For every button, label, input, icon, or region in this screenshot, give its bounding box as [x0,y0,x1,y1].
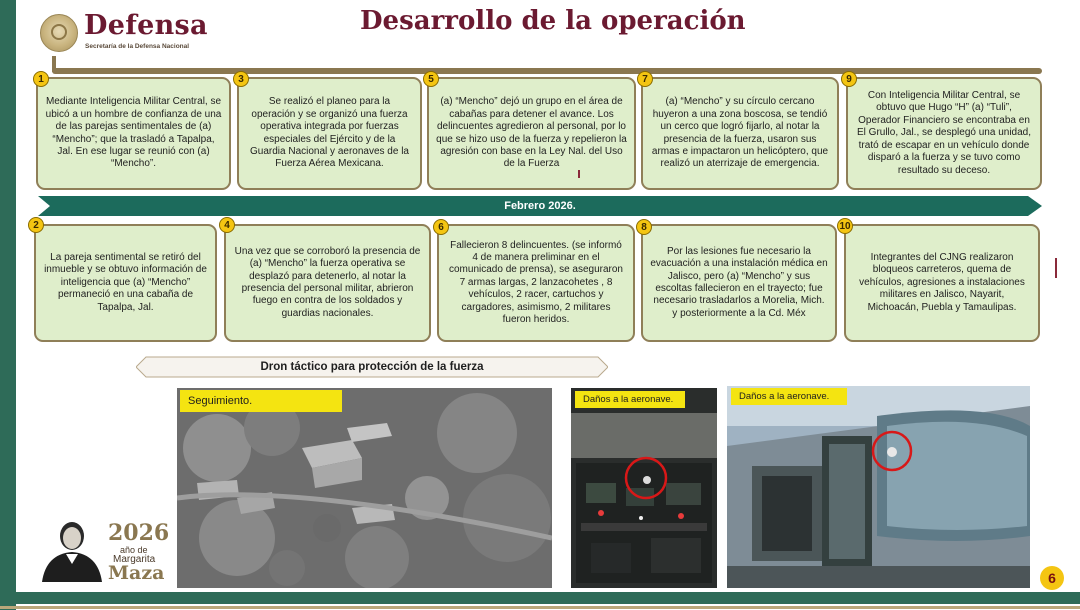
event-text: Por las lesiones fue necesario la evacuación a una instalación médica en Jalisco, pero (a) “Mencho” y sus escoltas fallecieron en el trayecto; fue necesario trasladarlos a Morelia, Mich. y posteriormente a la Cd. Méx [650,245,828,319]
event-text: Con Inteligencia Militar Central, se obtuvo que Hugo “H” (a) “Tuli”, Operador Financiero se encontraba en El Grullo, Jal., se desplegó una unidad, trató de escapar en un vehículo donde disparó a la fuerza y se tuvo como resultado su deceso. [857,90,1031,176]
timeline-label: Febrero 2026. [504,200,576,212]
event-number-badge: 5 [423,71,439,87]
event-number-badge: 1 [33,71,49,87]
event-number-badge: 2 [28,217,44,233]
event-card-7 [641,77,839,190]
national-seal-icon [40,14,78,52]
event-text: Una vez que se corroboró la presencia de (a) “Mencho” la fuerza operativa se desplazó para detenerlo, al notar la presencia del personal militar, abrieron fuego en contra de los soldados y guardias nacionales. [234,245,421,319]
windshield-damage-photo [727,386,1030,588]
event-card-10 [844,224,1040,342]
event-card-2 [34,224,217,342]
drone-section-title: Dron táctico para protección de la fuerza [260,361,484,373]
brand-subtitle: Secretaría de la Defensa Nacional [85,43,190,50]
event-number-badge: 4 [219,217,235,233]
event-card-1 [36,77,231,190]
event-text: Mediante Inteligencia Militar Central, se ubicó a un hombre de confianza de una de las parejas sentimentales de (a) “Mencho”; que la trasladó a Tapalpa, Jal. En ese lugar se reunió con (a) “Mencho”. [45,96,222,170]
event-card-6 [437,224,635,342]
page-title: Desarrollo de la operación [360,6,746,36]
page-number: 6 [1040,566,1064,590]
anniversary-ano-de: año de [120,545,148,555]
event-number-badge: 6 [433,219,449,235]
event-text: La pareja sentimental se retiró del inmueble y se obtuvo información de inteligencia que (a) “Mencho” permaneció en una cabaña de Tapalpa, Jal. [44,251,207,313]
event-text: Fallecieron 8 delincuentes. (se informó 4 de manera preliminar en el comunicado de prensa), se aseguraron 7 armas largas, 2 lanzacohetes , 8 vehículos, 2 racer, cartuchos y cargadores, asimismo, 2 militares fueron heridos. [449,239,623,326]
photo-tag: Daños a la aeronave. [575,391,685,408]
helicopter-image [727,386,1030,588]
brand-name: Defensa [84,10,208,41]
aerial-scene-image [177,388,552,588]
anniversary-year: 2026 [108,520,170,546]
photo-tag: Seguimiento. [180,390,342,412]
bottom-accent-bar [0,592,1080,604]
event-card-3 [237,77,422,190]
event-number-badge: 7 [637,71,653,87]
drone-section-ribbon [136,355,608,379]
event-number-badge: 10 [837,218,853,234]
event-text: Integrantes del CJNG realizaron bloqueos carreteros, quema de vehículos, agresiones a instalaciones militares en Jalisco, Nayarit, Michoacán, Puebla y Tamaulipas. [859,251,1025,313]
photo-tag: Daños a la aeronave. [731,388,847,405]
cockpit-damage-photo [571,388,717,588]
title-rule [52,68,1042,74]
event-text: (a) “Mencho” y su círculo cercano huyeron a una zona boscosa, se tendió un cerco que logró fijarlo, al notar la presencia de la fuerza, usaron sus armas e impactaron un helicóptero, que realizó un aterrizaje de emergencia. [651,96,829,170]
event-card-4 [224,224,431,342]
event-text: Se realizó el planeo para la operación y se organizó una fuerza operativa integrada por fuerzas especiales del Ejército y de la Guardia Nacional y aeronaves de la Fuerza Aérea Mexicana. [250,96,409,170]
event-number-badge: 3 [233,71,249,87]
anniversary-first-name: Margarita [113,554,156,565]
bottom-accent-line [0,606,1080,609]
event-card-8 [641,224,837,342]
event-number-badge: 9 [841,71,857,87]
event-number-badge: 8 [636,219,652,235]
aerial-tracking-photo [177,388,552,588]
event-card-9 [846,77,1042,190]
event-text: (a) “Mencho” dejó un grupo en el área de cabañas para detener el avance. Los delincuentes agredieron al personal, por lo que se hizo uso de la fuerza y repelieron la agresión con base en la Ley Nal. del Uso de la Fuerza [436,96,627,170]
red-mark [578,170,580,178]
left-accent-bar [0,0,16,610]
timeline-arrow [38,196,1042,216]
event-card-5 [427,77,636,190]
cockpit-image [571,388,717,588]
anniversary-last-name: Maza [108,562,165,584]
red-mark [1055,258,1057,278]
portrait-icon [36,516,108,582]
